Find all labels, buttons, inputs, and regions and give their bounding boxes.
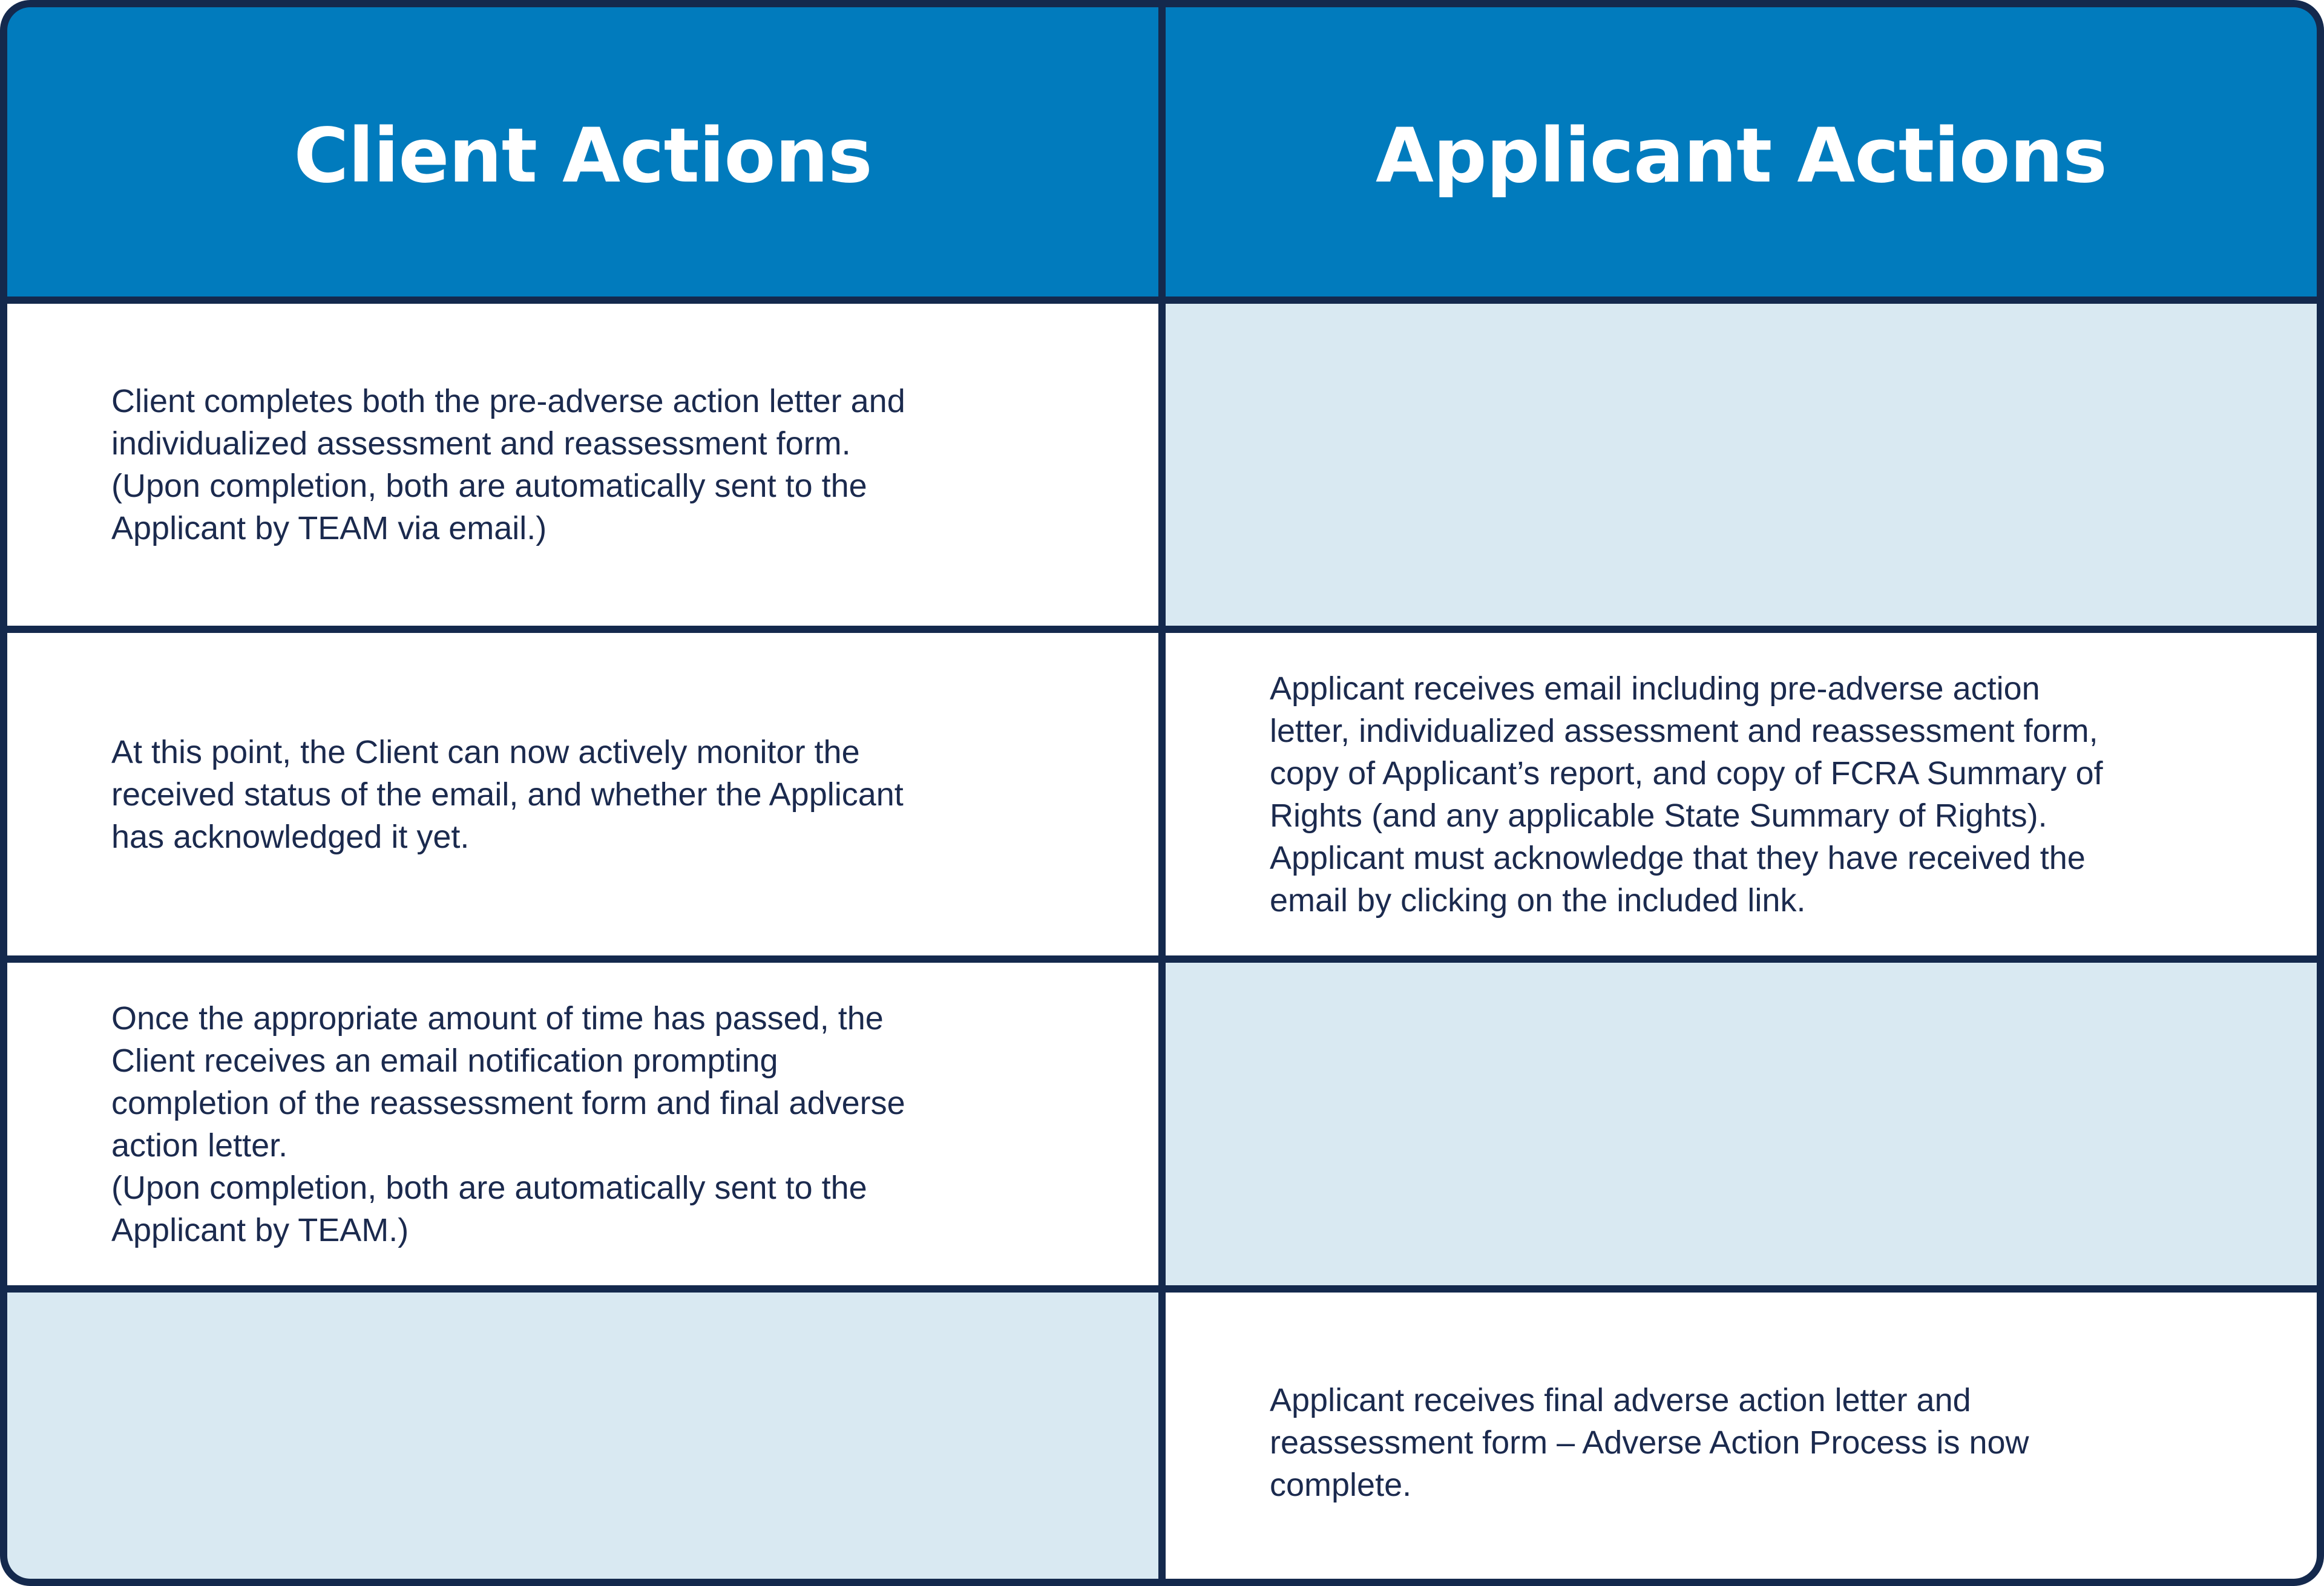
row-4-applicant-text: Applicant receives final adverse action letter and reassessment form – Adverse Action Process is now complete. xyxy=(1270,1381,2029,1503)
row-3-client-text: Once the appropriate amount of time has passed, the Client receives an email notification prompting completion of the reassessment form and final adverse action letter. (Upon completion, both are automatically sent to the Applicant by TEAM.) xyxy=(111,1000,905,1248)
client-actions-header xyxy=(7,7,1158,297)
applicant-actions-header xyxy=(1166,7,2317,297)
applicant-actions-header-label: Applicant Actions xyxy=(1376,113,2107,200)
client-actions-header-label: Client Actions xyxy=(294,113,872,200)
row-2-applicant-cell xyxy=(1166,633,2317,955)
row-3-client-cell xyxy=(7,963,1158,1285)
row-1-applicant-cell xyxy=(1166,304,2317,626)
row-4-applicant-cell xyxy=(1166,1293,2317,1586)
row-1-client-text: Client completes both the pre-adverse action letter and individualized assessment and reassessment form. (Upon completion, both are automatically sent to the Applicant by TEAM via email.) xyxy=(111,383,905,546)
row-4-client-cell xyxy=(7,1293,1158,1586)
row-2-client-text: At this point, the Client can now actively monitor the received status of the email, and whether the Applicant has acknowledged it yet. xyxy=(111,733,904,855)
row-2-applicant-text: Applicant receives email including pre-adverse action letter, individualized assessment and reassessment form, copy of Applicant’s report, and copy of FCRA Summary of Rights (and any applicable State Summary of Rights). Applicant must acknowledge that they have received the email by clicking on the included link. xyxy=(1270,670,2103,919)
row-2-client-cell xyxy=(7,633,1158,955)
row-3-applicant-cell xyxy=(1166,963,2317,1285)
row-1-client-cell xyxy=(7,304,1158,626)
